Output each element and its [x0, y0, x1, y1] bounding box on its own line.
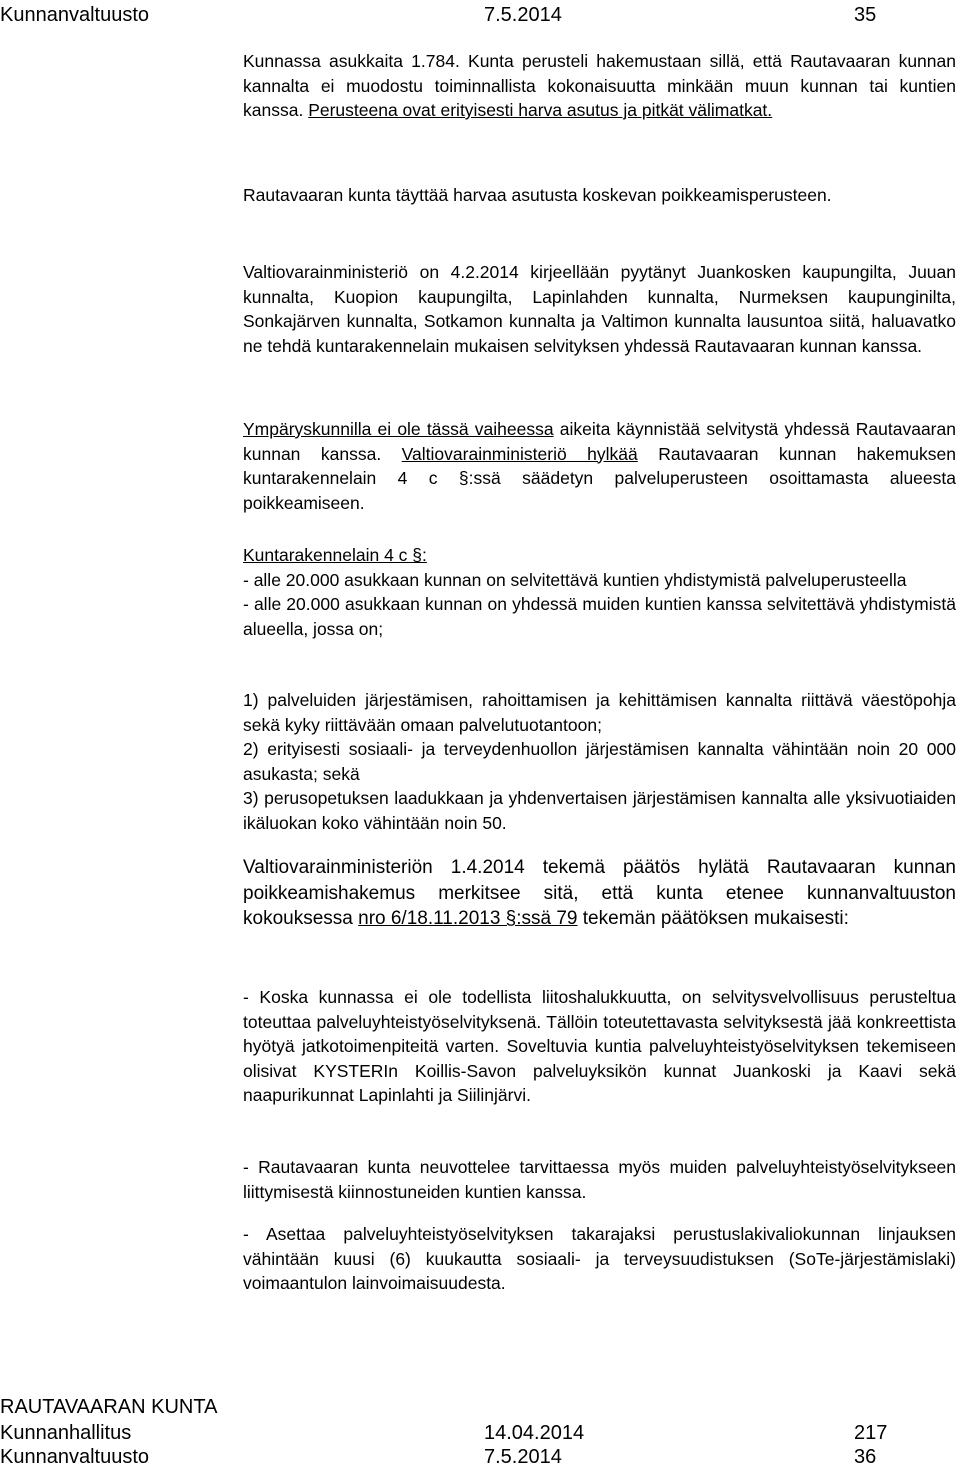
- footer-municipality: RAUTAVAARAN KUNTA: [0, 1396, 218, 1418]
- list-item: 3) perusopetuksen laadukkaan ja yhdenvertaisen järjestämisen kannalta alle yksivuotiaiden ikäluokan koko vähintään noin 50.: [243, 788, 956, 833]
- header-date: 7.5.2014: [484, 4, 562, 26]
- footer-page-number: 217: [854, 1422, 888, 1444]
- law-heading: Kuntarakennelain 4 c §:: [243, 545, 427, 565]
- paragraph-criterion: Rautavaaran kunta täyttää harvaa asutusta koskevan poikkeamisperusteen.: [243, 185, 832, 205]
- decision-item: - Asettaa palveluyhteistyöselvityksen takarajaksi perustuslakivaliokunnan linjauksen vähintään kuusi (6) kuukautta sosiaali- ja terveysuudistuksen (SoTe-järjestämislaki) voimaantulon lainvoimaisuudesta.: [243, 1224, 956, 1293]
- footer-row: [0, 1445, 960, 1469]
- footer-date: 14.04.2014: [484, 1422, 585, 1444]
- underlined-text: Ympäryskunnilla ei ole tässä vaiheessa: [243, 419, 554, 439]
- conditions-list: [243, 688, 956, 835]
- underlined-text: Valtiovarainministeriö hylkää: [401, 443, 638, 464]
- paragraph-decision-effect: Valtiovarainministeriön 1.4.2014 tekemä päätös hylätä Rautavaaran kunnan poikkeamishakemus merkitsee sitä, että kunta etenee kunnanvaltuuston kokouksessa nro 6/18.11.2013 §:ssä 79 tekemän päätöksen mukaisesti:: [243, 857, 956, 929]
- underlined-text: nro 6/18.11.2013 §:ssä 79: [358, 908, 578, 929]
- footer-row: [0, 1421, 960, 1445]
- law-item: - alle 20.000 asukkaan kunnan on selvitettävä kuntien yhdistymistä palveluperusteella: [243, 569, 907, 590]
- paragraph-intro: Kunnassa asukkaita 1.784. Kunta perusteli hakemustaan sillä, että Rautavaaran kunnan kannalta ei muodostu toiminnallista kokonaisuutta minkään muun kunnan tai kuntien kanssa. Perusteena ovat erityisesti harva asutus ja pitkät välimatkat.: [243, 51, 956, 120]
- footer-org: Kunnanvaltuusto: [0, 1446, 150, 1468]
- decision-item: - Koska kunnassa ei ole todellista liitoshalukkuutta, on selvitysvelvollisuus perusteltua toteuttaa palveluyhteistyöselvityksenä. Tällöin toteutettavasta selvityksestä jää konkreettista hyötyä jatkotoimenpiteitä varten. Soveltuvia kuntia palveluyhteistyöselvityksen tekemiseen olisivat KYSTERIn Koillis-Savon palveluyksikön kunnat Juankoski ja Kaavi sekä naapurikunnat Lapinlahti ja Siilinjärvi.: [243, 987, 956, 1105]
- footer-org: Kunnanhallitus: [0, 1422, 132, 1444]
- page-header: [0, 3, 960, 27]
- header-org: Kunnanvaltuusto: [0, 4, 150, 26]
- header-page-number: 35: [854, 4, 877, 26]
- footer-page-number: 36: [854, 1446, 877, 1468]
- list-item: 1) palveluiden järjestämisen, rahoittamisen ja kehittämisen kannalta riittävä väestöpohja sekä kyky riittävään omaan palvelutuotantoon;: [243, 690, 956, 735]
- paragraph-ministry-decision: Ympäryskunnilla ei ole tässä vaiheessa aikeita käynnistää selvitystä yhdessä Rautavaaran kunnan kanssa. Valtiovarainministeriö hylkää Rautavaaran kunnan hakemuksen kuntarakennelain 4 c §:ssä säädetyn palveluperusteen osoittamasta alueesta poikkeamiseen.: [243, 419, 956, 513]
- underlined-text: Perusteena ovat erityisesti harva asutus ja pitkät välimatkat.: [308, 100, 773, 120]
- footer-date: 7.5.2014: [484, 1446, 562, 1468]
- paragraph-ministry-request: Valtiovarainministeriö on 4.2.2014 kirjeellään pyytänyt Juankosken kaupungilta, Juuan kunnalta, Kuopion kaupungilta, Lapinlahden kunnalta, Nurmeksen kaupunginilta, Sonkajärven kunnalta, Sotkamon kunnalta ja Valtimon kunnalta lausuntoa siitä, haluavatko ne tehdä kuntarakennelain mukaisen selvityksen yhdessä Rautavaaran kunnan kanssa.: [243, 262, 956, 356]
- decision-item: - Rautavaaran kunta neuvottelee tarvittaessa myös muiden palveluyhteistyöselvitykseen liittymisestä kiinnostuneiden kuntien kanssa.: [243, 1157, 956, 1202]
- law-item: - alle 20.000 asukkaan kunnan on yhdessä muiden kuntien kanssa selvitettävä yhdistymistä alueella, jossa on;: [243, 594, 956, 639]
- law-section: [243, 543, 956, 641]
- list-item: 2) erityisesti sosiaali- ja terveydenhuollon järjestämisen kannalta vähintään noin 20 000 asukasta; sekä: [243, 739, 956, 784]
